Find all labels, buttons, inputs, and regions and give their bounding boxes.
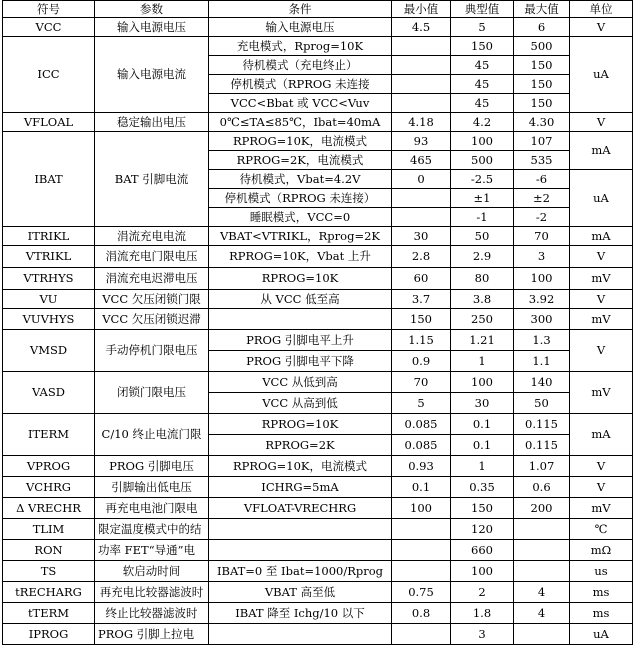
typ-cell: 250	[451, 309, 514, 330]
header-cell: 典型值	[451, 1, 514, 18]
min-cell: 93	[392, 132, 451, 151]
typ-cell: -2.5	[451, 170, 514, 189]
unit-cell: mV	[570, 309, 633, 330]
max-cell: 0.6	[514, 477, 570, 498]
typ-cell: 3	[451, 624, 514, 645]
unit-cell: mV	[570, 268, 633, 290]
condition-cell: VBAT 高至低	[209, 582, 392, 603]
symbol-cell: VTRIKL	[3, 246, 95, 268]
header-cell: 最大值	[514, 1, 570, 18]
min-cell	[392, 540, 451, 561]
condition-cell: 停机模式（RPROG 未连接）	[209, 189, 392, 208]
max-cell: 1.3	[514, 330, 570, 351]
min-cell: 0.085	[392, 414, 451, 435]
max-cell: 500	[514, 37, 570, 56]
min-cell: 2.8	[392, 246, 451, 268]
symbol-cell: VUVHYS	[3, 309, 95, 330]
header-cell: 符号	[3, 1, 95, 18]
typ-cell: 0.35	[451, 477, 514, 498]
min-cell	[392, 624, 451, 645]
symbol-cell: VTRHYS	[3, 268, 95, 290]
symbol-cell: ITRIKL	[3, 227, 95, 246]
parameter-cell: 手动停机门限电压	[95, 330, 209, 372]
condition-cell: VCC 从低到高	[209, 372, 392, 393]
min-cell	[392, 75, 451, 94]
parameter-cell: PROG 引脚上拉电	[95, 624, 209, 645]
min-cell: 0.1	[392, 477, 451, 498]
parameter-cell: 输入电源电流	[95, 37, 209, 113]
max-cell	[514, 624, 570, 645]
condition-cell: VFLOAT-VRECHRG	[209, 498, 392, 519]
table-row	[3, 540, 633, 561]
min-cell: 4.18	[392, 113, 451, 132]
table-row	[3, 268, 633, 290]
min-cell	[392, 94, 451, 113]
min-cell: 100	[392, 498, 451, 519]
typ-cell: 120	[451, 519, 514, 540]
table-row	[3, 456, 633, 477]
min-cell	[392, 208, 451, 227]
symbol-cell: IPROG	[3, 624, 95, 645]
typ-cell: 100	[451, 561, 514, 582]
symbol-cell: VMSD	[3, 330, 95, 372]
condition-cell: RPROG=10K	[209, 414, 392, 435]
table-row	[3, 37, 633, 56]
parameter-cell: 涓流充电迟滞电压	[95, 268, 209, 290]
symbol-cell: VPROG	[3, 456, 95, 477]
condition-cell: 输入电源电压	[209, 18, 392, 37]
unit-cell: V	[570, 456, 633, 477]
symbol-cell: VCC	[3, 18, 95, 37]
parameter-cell: 输入电源电压	[95, 18, 209, 37]
parameter-cell: PROG 引脚电压	[95, 456, 209, 477]
symbol-cell: Δ VRECHR	[3, 498, 95, 519]
parameter-cell: VCC 欠压闭锁迟滞	[95, 309, 209, 330]
header-cell: 条件	[209, 1, 392, 18]
symbol-cell: tTERM	[3, 603, 95, 624]
unit-cell: mV	[570, 498, 633, 519]
max-cell: 107	[514, 132, 570, 151]
table-row	[3, 603, 633, 624]
condition-cell: 停机模式（RPROG 未连接	[209, 75, 392, 94]
typ-cell: 2	[451, 582, 514, 603]
typ-cell: 660	[451, 540, 514, 561]
unit-cell: mΩ	[570, 540, 633, 561]
max-cell: 1.07	[514, 456, 570, 477]
symbol-cell: TS	[3, 561, 95, 582]
unit-cell: uA	[570, 624, 633, 645]
min-cell: 4.5	[392, 18, 451, 37]
table-row	[3, 18, 633, 37]
condition-cell: 待机模式（充电终止）	[209, 56, 392, 75]
condition-cell: RPROG=10K，电流模式	[209, 132, 392, 151]
unit-cell: uA	[570, 170, 633, 227]
unit-cell: V	[570, 113, 633, 132]
min-cell: 0	[392, 170, 451, 189]
typ-cell: 0.1	[451, 414, 514, 435]
min-cell: 0.8	[392, 603, 451, 624]
condition-cell: 从 VCC 低至高	[209, 290, 392, 309]
typ-cell: 45	[451, 56, 514, 75]
condition-cell: 待机模式，Vbat=4.2V	[209, 170, 392, 189]
symbol-cell: tRECHARG	[3, 582, 95, 603]
table-row	[3, 372, 633, 393]
max-cell: 150	[514, 75, 570, 94]
condition-cell	[209, 624, 392, 645]
parameter-cell: 功率 FET“导通”电	[95, 540, 209, 561]
min-cell: 30	[392, 227, 451, 246]
table-row	[3, 330, 633, 351]
max-cell	[514, 519, 570, 540]
max-cell: 150	[514, 94, 570, 113]
typ-cell: ±1	[451, 189, 514, 208]
typ-cell: 45	[451, 75, 514, 94]
min-cell: 0.93	[392, 456, 451, 477]
min-cell: 150	[392, 309, 451, 330]
parameter-cell: 涓流充电门限电压	[95, 246, 209, 268]
symbol-cell: VFLOAL	[3, 113, 95, 132]
min-cell: 70	[392, 372, 451, 393]
condition-cell: ICHRG=5mA	[209, 477, 392, 498]
table-row	[3, 132, 633, 151]
condition-cell: IBAT 降至 Ichg/10 以下	[209, 603, 392, 624]
max-cell: 0.115	[514, 414, 570, 435]
condition-cell: 睡眠模式，VCC=0	[209, 208, 392, 227]
typ-cell: 4.2	[451, 113, 514, 132]
max-cell	[514, 540, 570, 561]
unit-cell: us	[570, 561, 633, 582]
parameter-cell: BAT 引脚电流	[95, 132, 209, 227]
typ-cell: 0.1	[451, 435, 514, 456]
min-cell: 1.15	[392, 330, 451, 351]
table-row	[3, 290, 633, 309]
symbol-cell: VASD	[3, 372, 95, 414]
condition-cell	[209, 309, 392, 330]
table-row	[3, 309, 633, 330]
parameter-cell: C/10 终止电流门限	[95, 414, 209, 456]
min-cell	[392, 56, 451, 75]
parameter-cell: 软启动时间	[95, 561, 209, 582]
max-cell: 50	[514, 393, 570, 414]
unit-cell: ℃	[570, 519, 633, 540]
condition-cell: RPROG=10K	[209, 268, 392, 290]
max-cell: ±2	[514, 189, 570, 208]
condition-cell: RPROG=10K，电流模式	[209, 456, 392, 477]
table-row	[3, 113, 633, 132]
parameter-cell: VCC 欠压闭锁门限	[95, 290, 209, 309]
table-row	[3, 227, 633, 246]
unit-cell: V	[570, 246, 633, 268]
condition-cell: VCC 从高到低	[209, 393, 392, 414]
max-cell: 4	[514, 603, 570, 624]
min-cell: 60	[392, 268, 451, 290]
symbol-cell: ITERM	[3, 414, 95, 456]
typ-cell: 1	[451, 351, 514, 372]
typ-cell: 150	[451, 37, 514, 56]
max-cell: 535	[514, 151, 570, 170]
unit-cell: V	[570, 330, 633, 372]
max-cell: 200	[514, 498, 570, 519]
max-cell: 70	[514, 227, 570, 246]
min-cell: 0.9	[392, 351, 451, 372]
max-cell: 1.1	[514, 351, 570, 372]
table-row	[3, 519, 633, 540]
max-cell: 0.115	[514, 435, 570, 456]
min-cell	[392, 37, 451, 56]
parameter-cell: 引脚输出低电压	[95, 477, 209, 498]
condition-cell	[209, 519, 392, 540]
typ-cell: 2.9	[451, 246, 514, 268]
parameter-cell: 闭锁门限电压	[95, 372, 209, 414]
min-cell: 0.085	[392, 435, 451, 456]
symbol-cell: IBAT	[3, 132, 95, 227]
typ-cell: 80	[451, 268, 514, 290]
typ-cell: 500	[451, 151, 514, 170]
condition-cell: RPROG=2K，电流模式	[209, 151, 392, 170]
typ-cell: 30	[451, 393, 514, 414]
condition-cell: IBAT=0 至 Ibat=1000/Rprog	[209, 561, 392, 582]
parameter-cell: 终止比较器滤波时	[95, 603, 209, 624]
header-cell: 最小值	[392, 1, 451, 18]
parameter-cell: 再充电比较器滤波时	[95, 582, 209, 603]
table-row	[3, 414, 633, 435]
typ-cell: 100	[451, 132, 514, 151]
typ-cell: 100	[451, 372, 514, 393]
symbol-cell: ICC	[3, 37, 95, 113]
typ-cell: 1	[451, 456, 514, 477]
condition-cell: RPROG=2K	[209, 435, 392, 456]
unit-cell: ms	[570, 582, 633, 603]
min-cell: 3.7	[392, 290, 451, 309]
condition-cell: VBAT<VTRIKL，Rprog=2K	[209, 227, 392, 246]
unit-cell: mA	[570, 414, 633, 456]
symbol-cell: VCHRG	[3, 477, 95, 498]
table-row	[3, 561, 633, 582]
unit-cell: V	[570, 290, 633, 309]
max-cell: 3	[514, 246, 570, 268]
unit-cell: V	[570, 18, 633, 37]
parameter-cell: 限定温度模式中的结	[95, 519, 209, 540]
max-cell: 100	[514, 268, 570, 290]
max-cell: 3.92	[514, 290, 570, 309]
table-row	[3, 246, 633, 268]
condition-cell: VCC<Bbat 或 VCC<Vuv	[209, 94, 392, 113]
max-cell: 150	[514, 56, 570, 75]
unit-cell: ms	[570, 603, 633, 624]
condition-cell: 充电模式，Rprog=10K	[209, 37, 392, 56]
min-cell: 465	[392, 151, 451, 170]
max-cell: 6	[514, 18, 570, 37]
max-cell: -6	[514, 170, 570, 189]
min-cell: 5	[392, 393, 451, 414]
typ-cell: 3.8	[451, 290, 514, 309]
header-cell: 单位	[570, 1, 633, 18]
max-cell: -2	[514, 208, 570, 227]
typ-cell: 1.21	[451, 330, 514, 351]
max-cell: 140	[514, 372, 570, 393]
max-cell	[514, 561, 570, 582]
typ-cell: 50	[451, 227, 514, 246]
table-row	[3, 498, 633, 519]
min-cell	[392, 561, 451, 582]
table-row	[3, 582, 633, 603]
table-row	[3, 624, 633, 645]
condition-cell: RPROG=10K，Vbat 上升	[209, 246, 392, 268]
typ-cell: -1	[451, 208, 514, 227]
unit-cell: V	[570, 477, 633, 498]
min-cell	[392, 519, 451, 540]
parameter-cell: 涓流充电电流	[95, 227, 209, 246]
typ-cell: 1.8	[451, 603, 514, 624]
header-row	[3, 1, 633, 18]
min-cell: 0.75	[392, 582, 451, 603]
header-cell: 参数	[95, 1, 209, 18]
condition-cell: 0℃≤TA≤85℃，Ibat=40mA	[209, 113, 392, 132]
table-row	[3, 477, 633, 498]
parameter-cell: 再充电电池门限电	[95, 498, 209, 519]
unit-cell: mV	[570, 372, 633, 414]
max-cell: 4.30	[514, 113, 570, 132]
electrical-spec-table	[2, 0, 633, 645]
symbol-cell: TLIM	[3, 519, 95, 540]
typ-cell: 45	[451, 94, 514, 113]
typ-cell: 150	[451, 498, 514, 519]
unit-cell: mA	[570, 227, 633, 246]
condition-cell	[209, 540, 392, 561]
condition-cell: PROG 引脚电平上升	[209, 330, 392, 351]
min-cell	[392, 189, 451, 208]
max-cell: 4	[514, 582, 570, 603]
parameter-cell: 稳定输出电压	[95, 113, 209, 132]
typ-cell: 5	[451, 18, 514, 37]
max-cell: 300	[514, 309, 570, 330]
symbol-cell: VU	[3, 290, 95, 309]
unit-cell: mA	[570, 132, 633, 170]
symbol-cell: RON	[3, 540, 95, 561]
condition-cell: PROG 引脚电平下降	[209, 351, 392, 372]
unit-cell: uA	[570, 37, 633, 113]
